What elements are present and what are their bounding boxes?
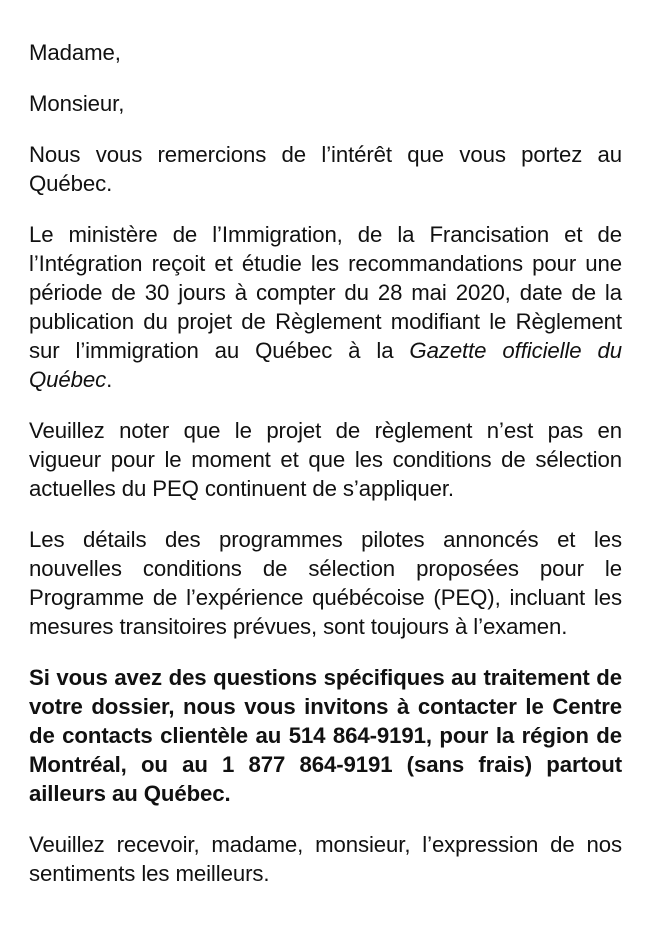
letter-body	[29, 38, 622, 888]
salutation-madame: Madame,	[29, 40, 121, 65]
paragraph-ministry-end: .	[106, 367, 113, 392]
salutation-monsieur: Monsieur,	[29, 91, 125, 116]
paragraph-contact: Si vous avez des questions spécifiques au traitement de votre dossier, nous vous invitons à contacter le Centre de contacts clientèle au 514 864-9191, pour la région de Montréal, ou au 1 877 864-9191 (sans frais) partout ailleurs au Québec.	[29, 665, 622, 806]
paragraph-thanks: Nous vous remercions de l’intérêt que vous portez au Québec.	[29, 142, 622, 196]
paragraph-ministry-text: Le ministère de l’Immigration, de la Francisation et de l’Intégration reçoit et étudie les recommandations pour une période de 30 jours à compter du 28 mai 2020, date de la publication du projet de Règlement modifiant le Règlement sur l’immigration au Québec à la	[29, 222, 622, 363]
paragraph-closing: Veuillez recevoir, madame, monsieur, l’expression de nos sentiments les meilleurs.	[29, 832, 622, 886]
gazette-title: Gazette officielle du Québec	[29, 338, 622, 392]
paragraph-notice: Veuillez noter que le projet de règlement n’est pas en vigueur pour le moment et que les conditions de sélection actuelles du PEQ continuent de s’appliquer.	[29, 418, 622, 501]
paragraph-ministry	[29, 220, 622, 394]
paragraph-programs: Les détails des programmes pilotes annoncés et les nouvelles conditions de sélection proposées pour le Programme de l’expérience québécoise (PEQ), incluant les mesures transitoires prévues, sont toujours à l’examen.	[29, 527, 622, 639]
